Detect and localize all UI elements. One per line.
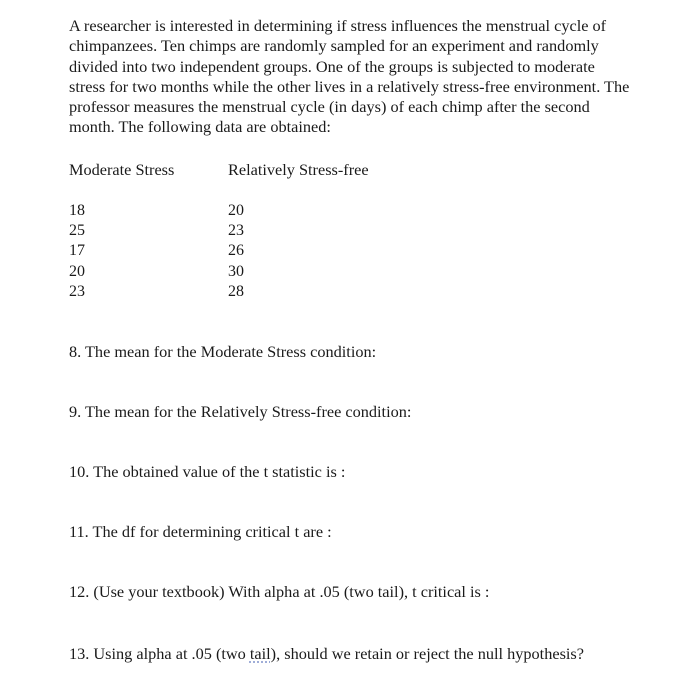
question-9: 9. The mean for the Relatively Stress-free condition: <box>69 402 412 421</box>
data-value: 26 <box>228 242 244 260</box>
intro-line: professor measures the menstrual cycle (in days) of each chimp after the second <box>69 97 590 117</box>
intro-line: divided into two independent groups. One of the groups is subjected to moderate <box>69 56 595 76</box>
data-value: 20 <box>228 202 244 219</box>
data-value: 18 <box>69 202 85 219</box>
data-value: 20 <box>69 262 85 280</box>
question-12: 12. (Use your textbook) With alpha at .05 (two tail), t critical is : <box>69 582 490 601</box>
question-10: 10. The obtained value of the t statistic is : <box>69 462 346 481</box>
question-8: 8. The mean for the Moderate Stress condition: <box>69 342 377 361</box>
question-13-text-end: ), should we retain or reject the null hypothesis? <box>270 644 584 663</box>
intro-line: A researcher is interested in determining if stress influences the menstrual cycle of <box>69 16 607 35</box>
data-value: 25 <box>69 222 85 240</box>
data-value: 28 <box>228 282 244 300</box>
spellcheck-underlined-word: tail <box>249 644 271 663</box>
data-value: 30 <box>228 262 244 280</box>
data-value: 17 <box>69 242 85 260</box>
data-value: 23 <box>69 282 85 300</box>
question-11: 11. The df for determining critical t are : <box>69 522 332 541</box>
intro-line: chimpanzees. Ten chimps are randomly sampled for an experiment and randomly <box>69 36 599 56</box>
intro-line: stress for two months while the other lives in a relatively stress-free environment. The <box>69 76 630 96</box>
stress-free-values <box>228 201 244 302</box>
question-13 <box>69 644 584 664</box>
column-header-moderate-stress: Moderate Stress <box>69 160 175 179</box>
column-header-stress-free: Relatively Stress-free <box>228 160 369 179</box>
moderate-stress-values <box>69 201 85 302</box>
question-13-text: 13. Using alpha at .05 (two <box>69 644 250 663</box>
intro-line: month. The following data are obtained: <box>69 117 331 137</box>
problem-statement <box>69 16 679 138</box>
data-value: 23 <box>228 222 244 240</box>
